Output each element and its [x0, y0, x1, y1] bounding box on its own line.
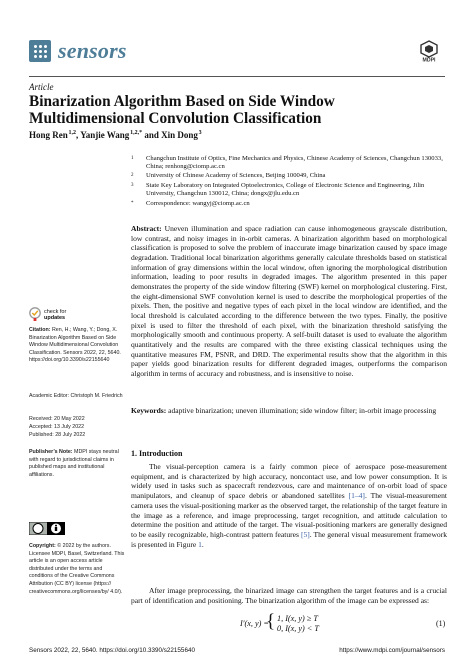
abstract-text: Uneven illumination and space radiation can cause inhomogeneous grayscale distribution, low contrast, and noisy images in in-orbit cameras. A binarization algorithm based on morphological classification is proposed to solve the problem of inaccurate image binarization caused by space image degradation. Traditional local binarization algorithms generally calculate thresholds based on statistical information of gray dimensions within the local window, often ignoring the morphological distribution information, leading to poor results in degraded images. The algorithm presented in this paper demonstrates the property of the side window filtering (SWF) kernel on morphological clustering. First, the eight-dimensional SWF convolution kernel is used to describe the morphological properties of the pixels. Then, the positive and negative types of each pixel in the local window are identified, and the local threshold is calculated according to the difference between the two types. Finally, the positive pixel is used to filter the threshold of each pixel, with the binarization threshold satisfying the morphologically smooth and continuous property. A self-built dataset is used to evaluate the algorithm quantitatively and the results are compared with the three existing classical techniques using the quantitative measures FM, PSNR, and DRD. The experimental results show that the algorithm in this paper yields good binarization results for different degraded images, outperforms the comparison algorithm in terms of accuracy and robustness, and is insensitive to noise. — [131, 224, 447, 378]
equation-case: 0, I(x, y) < T — [277, 624, 319, 633]
affiliation-item: 2 University of Chinese Academy of Sciences, Beijing 100049, China — [131, 172, 326, 179]
footer-journal-link[interactable]: https://www.mdpi.com/journal/sensors — [339, 647, 445, 654]
cc-by-license-icon[interactable] — [29, 522, 65, 535]
academic-editor: Academic Editor: Christoph M. Friedrich — [29, 393, 123, 399]
mdpi-logo-text: MDPI — [422, 57, 436, 62]
publishers-note: Publisher’s Note: MDPI stays neutral with regard to jurisdictional claims in published maps and institutional affiliations. — [29, 449, 119, 478]
copyright-notice: Copyright: © 2022 by the authors. Licensee MDPI, Basel, Switzerland. This article is an open access article distributed under the terms and conditions of the Creative Commons Attribution (CC BY) license (https:// creativecommons.org/licenses/by/ 4.0/). — [29, 543, 125, 595]
header-divider — [29, 76, 445, 77]
article-title: Binarization Algorithm Based on Side Window Multidimensional Convolution Classification — [29, 93, 335, 127]
author-name[interactable]: Yanjie Wang — [80, 130, 130, 140]
article-type: Article — [29, 82, 54, 92]
equation-brace: { — [266, 611, 276, 632]
intro-paragraph: After image preprocessing, the binarized image can strengthen the target features and is a crucial part of identification and positioning. The binarization algorithm of the image can be expressed as: — [131, 586, 447, 605]
keywords-text: adaptive binarization; uneven illumination; side window filter; in-orbit image processing — [166, 406, 437, 415]
author-affiliation-mark: 1,2,* — [130, 130, 143, 136]
author-affiliation-mark: 1,2 — [68, 130, 77, 136]
abstract-label: Abstract: — [131, 224, 162, 233]
abstract — [131, 224, 447, 379]
equation-number: (1) — [436, 619, 446, 628]
author-name[interactable]: Hong Ren — [29, 130, 68, 140]
intro-paragraph: The visual-perception camera is a fairly common piece of aerospace pose-measurement equipment, and is characterized by high accuracy, noncontact use, and low power consumption. It is widely used in tasks such as spacecraft rendezvous, care and maintenance of on-orbit load of space manipulators, and cleanup of space debris or abandoned satellites [1–4]. The visual-measurement camera uses the visual-positioning marker as the observed target, the relationship of the target feature in the image as a reference, and image preprocessing, target recognition, and attitude calculation to determine the position and attitude of the target. The visual-positioning markers are generally designed to be easily recognizable, high-contrast pattern features [5]. The general visual measurement framework is presented in Figure 1. — [131, 462, 448, 549]
equation-case: 1, I(x, y) ≥ T — [277, 614, 318, 623]
keywords — [131, 406, 447, 416]
mdpi-logo-icon[interactable] — [413, 40, 445, 62]
check-for-updates[interactable]: check for updates — [44, 309, 67, 322]
equation-lhs: I′(x, y) = — [240, 619, 269, 628]
citation: Citation: Ren, H.; Wang, Y.; Dong, X. Binarization Algorithm Based on Side Window Multidimensional Convolution Classification. Sensors 2022, 22, 5640. https://doi.org/10.3390/s22155640 — [29, 327, 121, 364]
author-affiliation-mark: 3 — [198, 130, 202, 136]
published-date: Published: 28 July 2022 — [29, 432, 86, 438]
author-name[interactable]: Xin Dong — [161, 130, 198, 140]
citation-link[interactable]: [5] — [300, 529, 310, 539]
affiliation-item: 1 Changchun Institute of Optics, Fine Mechanics and Physics, Chinese Academy of Sciences, Changchun 130033, China; renhong@ciomp.ac.cn — [131, 155, 443, 171]
check-for-updates-icon[interactable] — [29, 307, 41, 321]
figure-link[interactable]: 1 — [198, 539, 202, 549]
section-heading: 1. Introduction — [131, 449, 183, 458]
journal-name[interactable]: sensors — [58, 38, 127, 63]
author-list: Hong Ren $^{1,2}$, Yanjie Wang $^{1,2,*}$ and Xin Dong $^3$ — [29, 130, 202, 140]
affiliation-item: * Correspondence: wangyj@ciomp.ac.cn — [131, 200, 250, 207]
keywords-label: Keywords: — [131, 406, 167, 415]
citation-link[interactable]: [1–4] — [348, 491, 365, 501]
journal-logo-icon — [29, 40, 51, 62]
received-date: Received: 20 May 2022 — [29, 416, 85, 422]
footer-citation[interactable]: Sensors 2022, 22, 5640. https://doi.org/10.3390/s22155640 — [29, 647, 195, 654]
affiliation-item: 3 State Key Laboratory on Integrated Optoelectronics, College of Electronic Science and Engineering, Jilin University, Changchun 130012, China; dongx@jlu.edu.cn — [131, 182, 425, 198]
accepted-date: Accepted: 13 July 2022 — [29, 424, 85, 430]
